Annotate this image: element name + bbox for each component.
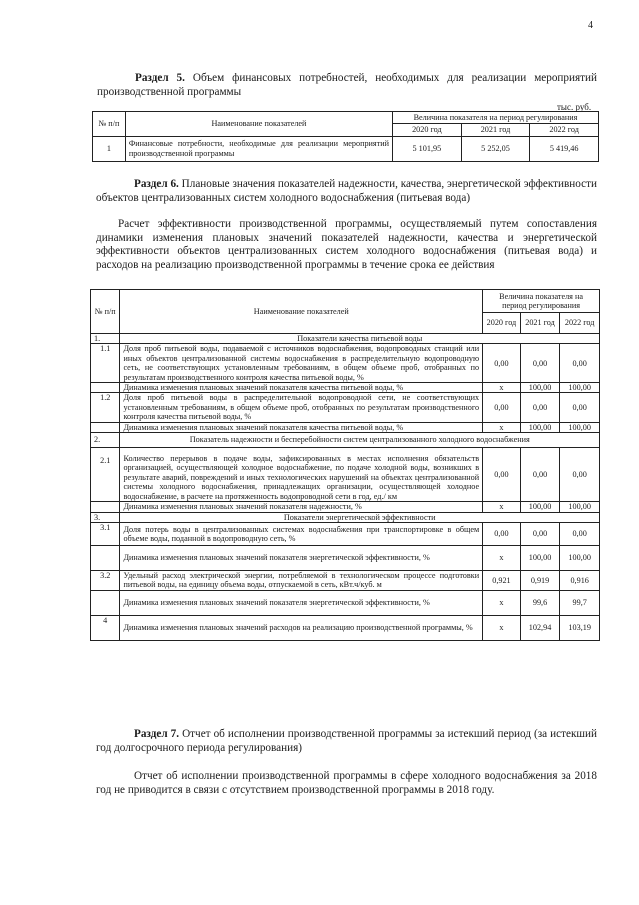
t2-row-name: Динамика изменения плановых значений показателя качества питьевой воды, % — [120, 422, 483, 432]
t2-row-num: 4 — [91, 615, 120, 640]
t2-row-name: Количество перерывов в подаче воды, зафиксированных в местах исполнения обязательств организацией, осуществляющей холодное водоснабжение, по подаче холодной воды, возникших в результате аварий, повреждений и иных технологических нарушений на объектах централизованной системы холодного водоснабжения, принадлежащих организации, осуществляющей холодное водоснабжение, в расчете на протяженность водопроводной сети в год, ед./ км — [120, 448, 483, 502]
t1-header-num: № п/п — [93, 112, 126, 137]
section6-heading — [96, 178, 597, 205]
t1-header-name: Наименование показателей — [125, 112, 392, 137]
t1-row-2020: 5 101,95 — [393, 136, 462, 161]
t2-row-name: Доля проб питьевой воды в распределительной водопроводной сети, не соответствующих установленным требованиям, в общем объеме проб, отобранных по результатам производственного контроля качества питьевой воды, % — [120, 393, 483, 422]
t2-row-2022: 100,00 — [560, 422, 600, 432]
page-number: 4 — [588, 20, 593, 31]
t2-section-num: 2. — [91, 433, 120, 448]
financial-needs-table — [92, 111, 599, 162]
t2-row-name: Динамика изменения плановых значений показателя энергетической эффективности, % — [120, 545, 483, 570]
t2-row-2021: 0,00 — [520, 393, 560, 422]
table-row — [91, 422, 600, 432]
section7-title: Раздел 7. — [134, 728, 180, 740]
t2-row-name: Доля проб питьевой воды, подаваемой с источников водоснабжения, водопроводных станций или иных объектов централизованной системы водоснабжения в распределительную водопроводную сеть, не соответствующих установленным требованиям, в общем объеме проб, отобранных по результатам производственного контроля качества питьевой воды, % — [120, 344, 483, 383]
table-row — [91, 383, 600, 393]
t2-row-num — [91, 383, 120, 393]
t2-row-2022: 0,00 — [560, 393, 600, 422]
t2-row-num: 1.1 — [91, 344, 120, 383]
section7-paragraph: Отчет об исполнении производственной программы в сфере холодного водоснабжения за 2018 год не приводится в связи с отсутствием производственной программы в 2018 году. — [96, 770, 597, 796]
t2-row-name: Динамика изменения плановых значений расходов на реализацию производственной программы, % — [120, 615, 483, 640]
table-row — [91, 344, 600, 383]
t2-section-name: Показатели энергетической эффективности — [120, 512, 600, 522]
t2-row-2021: 0,00 — [520, 448, 560, 502]
t1-year-2021: 2021 год — [461, 124, 530, 136]
t2-row-2021: 100,00 — [520, 545, 560, 570]
t2-row-2020: x — [483, 422, 521, 432]
section6-paragraph: Расчет эффективности производственной программы, осуществляемый путем сопоставления динамики изменения плановых значений показателей надежности, качества и энергетической эффективности объектов централизованных систем холодного водоснабжения (питьевая вода) и расходов на реализацию производственной программы в течение срока ее действия — [96, 218, 597, 271]
t2-row-2020: 0,921 — [483, 570, 521, 590]
section5-text: Объем финансовых потребностей, необходимых для реализации мероприятий производственной программы — [97, 72, 598, 98]
indicators-table — [90, 289, 600, 641]
table-row — [91, 393, 600, 422]
t2-row-2021: 100,00 — [520, 422, 560, 432]
t2-row-num — [91, 502, 120, 512]
t2-row-num — [91, 590, 120, 615]
t2-row-2021: 100,00 — [520, 383, 560, 393]
t2-row-num: 2.1 — [91, 448, 120, 502]
t2-row-2020: 0,00 — [483, 522, 521, 545]
section5-heading — [97, 72, 597, 99]
t2-header-name: Наименование показателей — [120, 290, 483, 334]
table-section-row — [91, 334, 600, 344]
t2-row-2020: x — [483, 590, 521, 615]
t1-year-2020: 2020 год — [393, 124, 462, 136]
t2-row-name: Удельный расход электрической энергии, потребляемой в технологическом процессе подготовки питьевой воды, на единицу объема воды, отпускаемой в сеть, кВт.ч/куб. м — [120, 570, 483, 590]
t2-row-num: 1.2 — [91, 393, 120, 422]
section5-unit: тыс. руб. — [557, 102, 592, 112]
t2-row-2022: 103,19 — [560, 615, 600, 640]
t2-row-2022: 100,00 — [560, 545, 600, 570]
t2-row-num — [91, 545, 120, 570]
t2-row-2021: 0,00 — [520, 522, 560, 545]
t2-row-2020: 0,00 — [483, 448, 521, 502]
table-row — [93, 136, 599, 161]
t2-row-2020: 0,00 — [483, 344, 521, 383]
t2-row-name: Динамика изменения плановых значений показателя качества питьевой воды, % — [120, 383, 483, 393]
t1-row-2022: 5 419,46 — [530, 136, 599, 161]
t2-row-2020: x — [483, 502, 521, 512]
t2-row-2021: 102,94 — [520, 615, 560, 640]
t2-row-2021: 0,919 — [520, 570, 560, 590]
t2-header-period: Величина показателя на период регулирования — [483, 290, 600, 313]
t1-row-name: Финансовые потребности, необходимые для реализации мероприятий производственной программы — [125, 136, 392, 161]
section5-title: Раздел 5. — [135, 72, 185, 84]
table-section-row — [91, 512, 600, 522]
t2-section-num: 1. — [91, 334, 120, 344]
t2-row-2022: 99,7 — [560, 590, 600, 615]
t2-row-2022: 0,916 — [560, 570, 600, 590]
t2-year-2020: 2020 год — [483, 313, 521, 334]
table-row — [91, 615, 600, 640]
t2-row-2022: 0,00 — [560, 344, 600, 383]
t2-row-2021: 100,00 — [520, 502, 560, 512]
t2-section-num: 3. — [91, 512, 120, 522]
t1-header-period: Величина показателя на период регулирования — [393, 112, 599, 124]
t2-row-num — [91, 422, 120, 432]
t2-row-2020: 0,00 — [483, 393, 521, 422]
t2-year-2021: 2021 год — [520, 313, 560, 334]
table-row — [91, 570, 600, 590]
t2-row-name: Динамика изменения плановых значений показателя надежности, % — [120, 502, 483, 512]
t1-row-2021: 5 252,05 — [461, 136, 530, 161]
t2-row-num: 3.1 — [91, 522, 120, 545]
section6-title: Раздел 6. — [134, 178, 179, 190]
t2-row-num: 3.2 — [91, 570, 120, 590]
t1-year-2022: 2022 год — [530, 124, 599, 136]
section7-text: Отчет об исполнении производственной программы за истекший период (за истекший год долгосрочного периода регулирования) — [96, 728, 597, 754]
t2-row-name: Динамика изменения плановых значений показателя энергетической эффективности, % — [120, 590, 483, 615]
t2-section-name: Показатели качества питьевой воды — [120, 334, 600, 344]
t2-row-2021: 0,00 — [520, 344, 560, 383]
table-row — [91, 522, 600, 545]
t2-row-2022: 100,00 — [560, 383, 600, 393]
t1-row-num: 1 — [93, 136, 126, 161]
table-row — [91, 502, 600, 512]
section6-text: Плановые значения показателей надежности, качества, энергетической эффективности объектов централизованных систем холодного водоснабжения (питьевая вода) — [96, 178, 597, 204]
table-row — [91, 448, 600, 502]
t2-year-2022: 2022 год — [560, 313, 600, 334]
t2-row-2022: 100,00 — [560, 502, 600, 512]
t2-row-2021: 99,6 — [520, 590, 560, 615]
t2-row-2022: 0,00 — [560, 448, 600, 502]
t2-section-name: Показатель надежности и бесперебойности систем централизованного холодного водоснабжения — [120, 433, 600, 448]
t2-row-name: Доля потерь воды в централизованных системах водоснабжения при транспортировке в общем объеме воды, поданной в водопроводную сеть, % — [120, 522, 483, 545]
t2-row-2020: x — [483, 545, 521, 570]
table-row — [91, 545, 600, 570]
table-section-row — [91, 433, 600, 448]
t2-row-2022: 0,00 — [560, 522, 600, 545]
t2-row-2020: x — [483, 383, 521, 393]
table-row — [91, 590, 600, 615]
t2-header-num: № п/п — [91, 290, 120, 334]
section7-heading — [96, 728, 597, 755]
t2-row-2020: x — [483, 615, 521, 640]
